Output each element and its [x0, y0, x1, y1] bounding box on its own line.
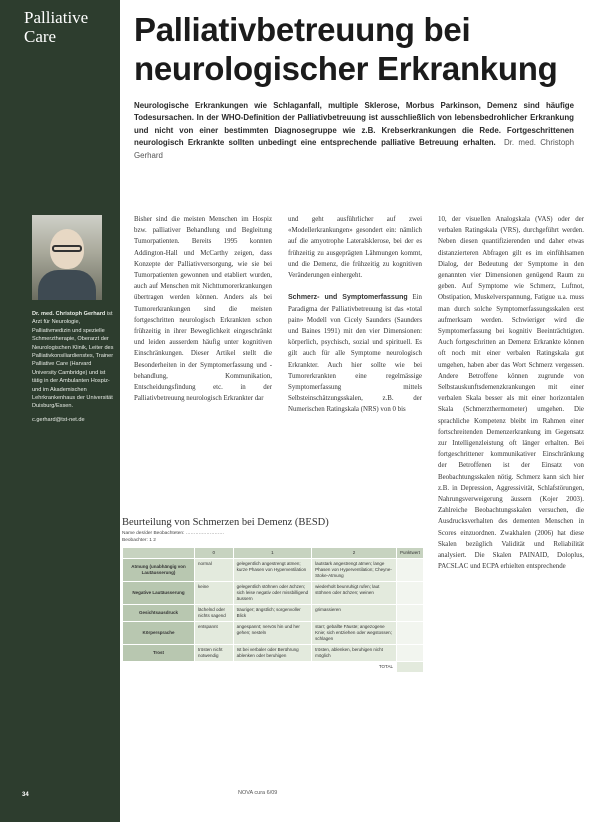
section-label-line2: Care	[24, 27, 57, 46]
table-row	[123, 605, 424, 622]
table-cell: grimassieren	[312, 605, 397, 622]
table-cell: trauriger; ängstlich; sorgenvoller Blick	[233, 605, 312, 622]
score-cell[interactable]	[396, 645, 423, 662]
table-cell: normal	[195, 559, 234, 582]
author-bio-text: ist Arzt für Neurologie, Palliativmedizin und spezielle Schmerztherapie, Oberarzt der Neurologischen Klinik, Leiter des Palliativkonsiliardienstes, Trainer Palliative Care (Harvard University Cambridge) und ist tätig in der Ambulanten Hospiz- und im Akademischen Lehrkrankenhaus der Universität Duisburg/Essen.	[32, 311, 114, 410]
body-column-3: 10, der visuellen Analogskala (VAS) oder der verbalen Ratingskala (VRS), durchgeführt werden. Neben diesen quantifizierenden und daher etwas distanzierteren Abfragen gilt es im einfühlsamen Dialog, der Bedeutung der Symptome in den genannten vier Dimensionen genügend Raum zu geben. Auf Symptome wie Schmerz, Luftnot, Obstipation, Muskelverspannung, Fatigue u.a. muss man durch solche Symptomerfassungsskalen erst aufmerksam werden. Schwieriger wird die Symptomerfassung bei kognitiv Beeinträchtigten. Auch fortgeschritten an Demenz Erkrankte können oft noch mit einer verbalen Ratingskala gut umgehen, haben aber das Wort Schmerz vergessen. Andere Betroffene können zugrunde von Selbstauskunftsdemenzkrankungen mit einer verbalen Skala besser als mit einer horizontalen Skala (Schmerzthermometer) umgehen. Die sprachliche Kompetenz bleibt im Rahmen einer fortschreitenden Demenzerkrankung im Gegensatz zur Intelligenzleistung oft länger erhalten. Bei fortgeschrittener kommunikativer Einschränkung der Betroffenen ist der Einsatz von Beobachtungsskalen nötig. Schmerz kann sich hier z.B. in Depression, Aggressivität, Schlafstörungen, Nahrungsverweigerung äussern (Kojer 2003). Zahlreiche Beobachtungsskalen versuchen, die Ausdrucksverhalten des dementen Menschen in Scores einzuordnen. Zwakhalen (2006) hat diese Skalen bezüglich Validität und Reliabilität analysiert. Die Skalen PAINAID, Doloplus, PACSLAC und ECPA erhielten entsprechende	[438, 216, 584, 571]
table-row	[123, 559, 424, 582]
table-cell: keine	[195, 582, 234, 605]
row-label: Körpersprache	[123, 622, 195, 645]
table-cell: wiederholt beunruhigt rufen; laut stöhnen oder ächzen; weinen	[312, 582, 397, 605]
total-score-cell[interactable]	[396, 662, 423, 673]
score-cell[interactable]	[396, 582, 423, 605]
row-label: Negative Lautäusserung	[123, 582, 195, 605]
table-cell: Ist bei verbaler oder Berührung ablenken oder beruhigen	[233, 645, 312, 662]
section-label	[24, 8, 114, 46]
besd-table-box	[122, 517, 424, 673]
table-cell: trösten nicht notwendig	[195, 645, 234, 662]
row-label: Atmung (unabhängig von Lautäusserung)	[123, 559, 195, 582]
total-row	[123, 662, 424, 673]
score-cell[interactable]	[396, 605, 423, 622]
besd-title: Beurteilung von Schmerzen bei Demenz (BESD)	[122, 517, 329, 528]
sidebar	[0, 0, 120, 822]
table-cell: entspannt	[195, 622, 234, 645]
besd-header-cell: 1	[233, 548, 312, 559]
table-cell: starr; geballte Fäuste; angezogene Knie; sich entziehen oder wegstossen; schlagen	[312, 622, 397, 645]
article-lead-text: Neurologische Erkrankungen wie Schlaganfall, multiple Sklerose, Morbus Parkinson, Demenz sind häufige Todesursachen. In der WHO-Definition der Palliativbetreuung ist ausschließlich von lebensbedrohlicher Erkrankung und nicht von einer bestimmten Diagnosegruppe wie z.B. Krebserkrankungen die Rede. Fortgeschrittenen neurologisch Erkrankte sollten unbedingt eine entsprechende palliative Betreuung erhalten.	[134, 101, 574, 148]
besd-header-cell: 0	[195, 548, 234, 559]
table-cell: lächelnd oder nichts sagend	[195, 605, 234, 622]
row-label: Trost	[123, 645, 195, 662]
author-photo	[32, 215, 102, 300]
page-number: 34	[22, 792, 29, 798]
body-column-1: Bisher sind die meisten Menschen im Hospiz bzw. palliativer Behandlung und Begleitung Tumorpatienten. Bereits 1995 konnten Addington-Hall und McCarthy zeigen, dass Konzepte der Palliativversorgung, wie sie bei Tumorpatienten gewonnen und etabliert wurden, auch auf Menschen mit Nichttumorerkrankungen übertragen werden können. Anders als bei Tumorerkrankungen sind die meisten fortgeschritten neurologisch Erkrankten schon frühzeitig in ihrer Beweglichkeit eingeschränkt und leiden ausserdem häufig unter kognitiven Einschränkungen. Dieser Artikel stellt die Besonderheiten in der Symptomerfassung und -behandlung, Kommunikation, Entscheidungsfindung etc. in der Palliativbetreuung neurologisch Erkrankter dar	[134, 216, 272, 403]
besd-meta-observer: Beobachter: 1 2	[122, 538, 156, 543]
table-cell: gelegentlich stöhnen oder ächzen; sich leise negativ oder missbilligend äussern	[233, 582, 312, 605]
section-heading-symptom: Schmerz- und Symptomerfassung	[288, 294, 408, 302]
article-title: Palliativbetreuung bei neurologischer Erkrankung	[134, 11, 558, 87]
table-cell: gelegentlich angestrengt atmen; kurze Phasen von Hyperventilation	[233, 559, 312, 582]
body-column-2-text-a: und geht ausführlicher auf zwei «Modellerkrankungen» gesondert ein: nämlich auf die amyotrophe Lateralsklerose, bei der es frühzeitig zu ausgeprägten Lähmungen kommt, und die Demenz, die frühzeitig zu kognitiven Veränderungen einhergeht.	[288, 216, 422, 280]
table-row	[123, 582, 424, 605]
table-row	[123, 645, 424, 662]
table-row	[123, 622, 424, 645]
total-label: TOTAL	[123, 662, 397, 673]
author-bio	[32, 310, 114, 424]
row-label: Gesichtsausdruck	[123, 605, 195, 622]
table-cell: trösten, ablenken, beruhigen nicht möglich	[312, 645, 397, 662]
author-email[interactable]: c.gerhard@tst-net.de	[32, 416, 85, 423]
body-column-2	[288, 214, 422, 416]
section-label-line1: Palliative	[24, 8, 89, 27]
besd-header-cell: 2	[312, 548, 397, 559]
besd-table	[122, 547, 424, 673]
table-cell: lautstark angestrengt atmen; lange Phasen von Hyperventilation; Cheyne-Stoke-Atmung	[312, 559, 397, 582]
besd-header-cell	[123, 548, 195, 559]
article-lead	[134, 100, 574, 162]
score-cell[interactable]	[396, 622, 423, 645]
body-column-2-text-b: Ein Paradigma der Palliativbetreuung ist das «total pain» Modell von Cicely Saunders (Saunders und Baines 1991) mit den vier Dimensionen: körperlich, psychisch, sozial und spirituell. Es gilt auch für alle Symptome neurologisch Erkrankter. Auch hier sollte wie bei Tumorerkrankten eine regelmässige Symptomerfassung mittels Selbsteinschätzungsskalen, z.B. der Numerischen Ratingskala (NRS) von 0 bis	[288, 294, 422, 414]
table-cell: angespannt; nervös hin und her gehen; nesteln	[233, 622, 312, 645]
author-bio-name: Dr. med. Christoph Gerhard	[32, 311, 106, 317]
article-author: Dr. med. Christoph Gerhard	[134, 138, 574, 160]
magazine-footer: NOVA cura 6/09	[238, 790, 278, 796]
besd-header-cell: Punktwert	[396, 548, 423, 559]
score-cell[interactable]	[396, 559, 423, 582]
besd-header-row	[123, 548, 424, 559]
besd-meta-name: Name des/der Beobachteten: ……………………	[122, 531, 225, 536]
